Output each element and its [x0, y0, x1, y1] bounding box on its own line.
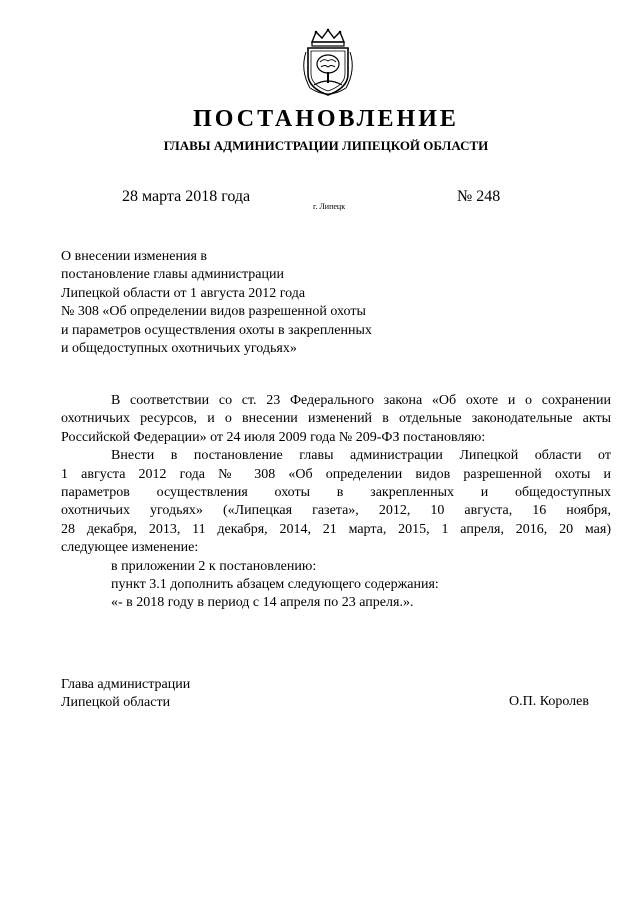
subject-line: О внесении изменения в	[61, 249, 207, 264]
document-date: 28 марта 2018 года	[122, 188, 251, 205]
body-line: «- в 2018 году в период с 14 апреля по 23 апреля.».	[111, 595, 414, 611]
subject-line: постановление главы администрации	[61, 267, 284, 283]
body-line: 1 августа 2012 года № 308 «Об определении видов разрешенной охоты и	[61, 466, 611, 482]
body-line: в приложении 2 к постановлению:	[111, 558, 317, 574]
signatory-position-line: Глава администрации	[61, 677, 191, 692]
document-title: ПОСТАНОВЛЕНИЕ	[193, 106, 459, 132]
document-city: г. Липецк	[313, 202, 346, 211]
body-line: охотничьих ресурсов, и о внесении изменений в отдельные законодательные акты	[61, 411, 611, 427]
signatory-position	[61, 676, 190, 713]
lipetsk-region-coat-of-arms-icon	[298, 28, 358, 98]
body-line: В соответствии со ст. 23 Федерального закона «Об охоте и о сохранении	[111, 393, 611, 408]
body-line: следующее изменение:	[61, 540, 199, 556]
subject-line: и общедоступных охотничьих угодьях»	[61, 341, 297, 357]
subject-line: и параметров осуществления охоты в закрепленных	[61, 322, 372, 338]
subject-line: Липецкой области от 1 августа 2012 года	[61, 285, 306, 301]
document-subject	[61, 248, 421, 358]
subject-line: № 308 «Об определении видов разрешенной охоты	[61, 304, 366, 320]
body-line: 28 декабря, 2013, 11 декабря, 2014, 21 марта, 2015, 1 апреля, 2016, 20 мая)	[61, 521, 611, 537]
body-line: охотничьих угодьях» («Липецкая газета», 2012, 10 августа, 16 ноября,	[61, 503, 611, 519]
signatory-name: О.П. Королев	[509, 694, 589, 709]
signatory-position-line: Липецкой области	[61, 695, 171, 711]
body-line: Внести в постановление главы администрации Липецкой области от	[111, 448, 611, 464]
body-line: пункт 3.1 дополнить абзацем следующего содержания:	[111, 577, 439, 593]
document-number: № 248	[457, 188, 501, 205]
document-body	[61, 392, 611, 613]
body-line: Российской Федерации» от 24 июля 2009 года № 209-ФЗ постановляю:	[61, 429, 486, 445]
issuing-authority: ГЛАВЫ АДМИНИСТРАЦИИ ЛИПЕЦКОЙ ОБЛАСТИ	[163, 138, 489, 153]
body-line: параметров осуществления охоты в закрепленных и общедоступных	[61, 485, 611, 501]
